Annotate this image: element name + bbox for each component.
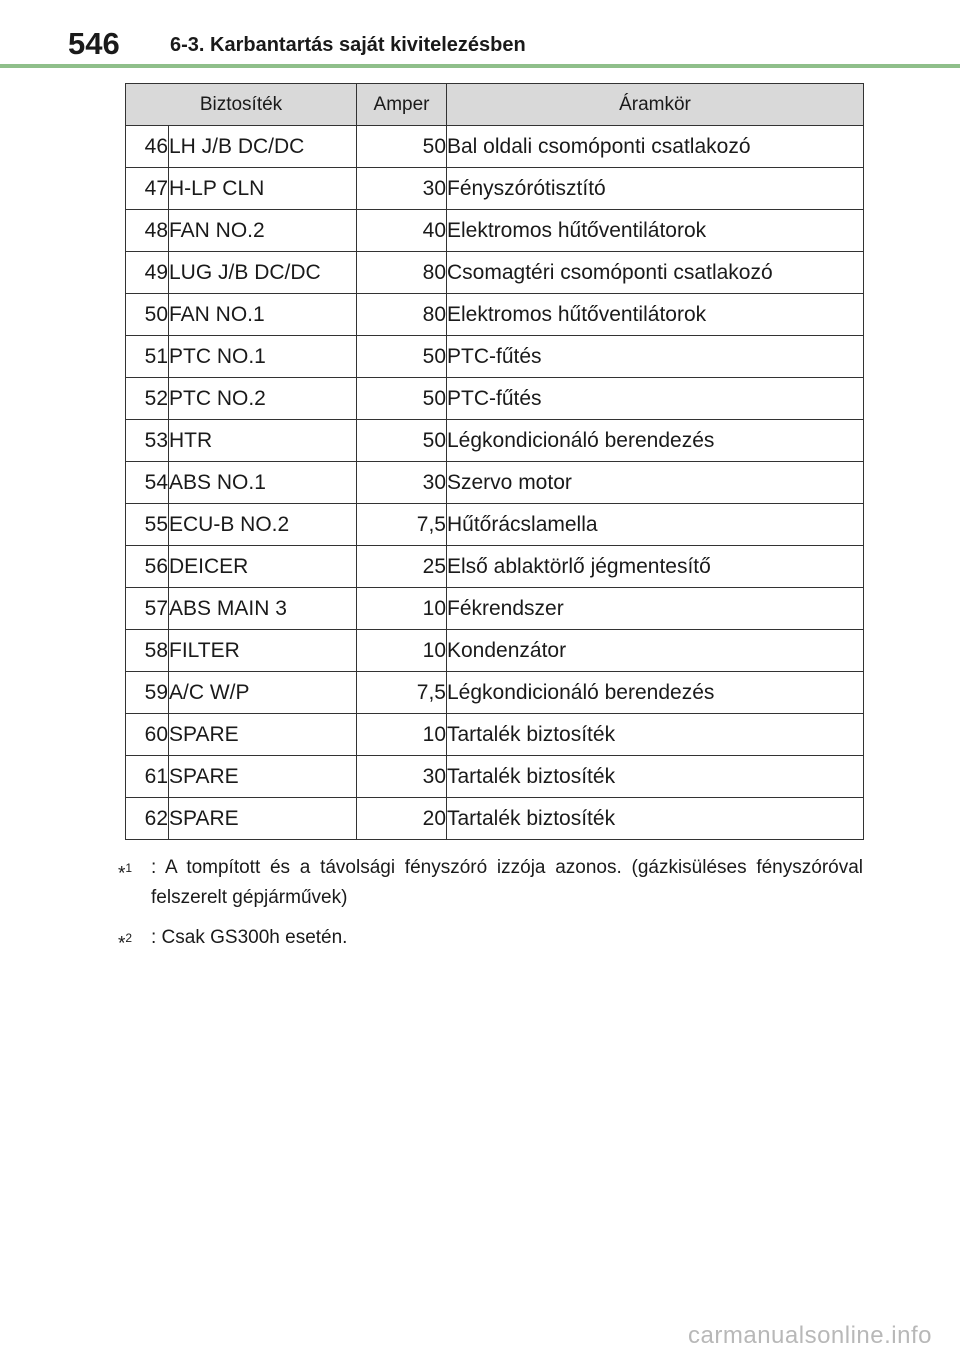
fuse-number-cell: 50 [126, 294, 169, 336]
amper-cell: 40 [357, 210, 447, 252]
fuse-table-body [126, 126, 864, 840]
amper-cell: 80 [357, 294, 447, 336]
footnote-marker: *$^1$ [118, 861, 133, 885]
fuse-number-cell: 60 [126, 714, 169, 756]
footnote-2 [118, 923, 863, 953]
fuse-name-cell: PTC NO.1 [169, 336, 357, 378]
footnote-marker: *$^2$ [118, 931, 133, 955]
table-row [126, 798, 864, 840]
amper-cell: 10 [357, 714, 447, 756]
watermark: carmanualsonline.info [688, 1322, 932, 1349]
fuse-name-cell: H-LP CLN [169, 168, 357, 210]
fuse-name-cell: PTC NO.2 [169, 378, 357, 420]
circuit-cell: Fékrendszer [447, 588, 864, 630]
footnote-text: : A tompított és a távolsági fényszóró izzója azonos. (gázkisüléses fényszóróval felszerelt gépjárművek) [151, 857, 863, 908]
fuse-number-cell: 61 [126, 756, 169, 798]
fuse-name-cell: ABS MAIN 3 [169, 588, 357, 630]
fuse-number-cell: 56 [126, 546, 169, 588]
fuse-number-cell: 55 [126, 504, 169, 546]
table-row [126, 630, 864, 672]
amper-cell: 50 [357, 126, 447, 168]
amper-cell: 30 [357, 168, 447, 210]
fuse-name-cell: ABS NO.1 [169, 462, 357, 504]
circuit-cell: Légkondicionáló berendezés [447, 672, 864, 714]
fuse-name-cell: FAN NO.1 [169, 294, 357, 336]
circuit-cell: PTC-fűtés [447, 378, 864, 420]
circuit-cell: Fényszórótisztító [447, 168, 864, 210]
fuse-name-cell: FILTER [169, 630, 357, 672]
circuit-cell: Kondenzátor [447, 630, 864, 672]
section-title: 6-3. Karbantartás saját kivitelezésben [170, 34, 526, 56]
table-row [126, 462, 864, 504]
amper-cell: 25 [357, 546, 447, 588]
footnotes [118, 853, 863, 963]
fuse-name-cell: ECU-B NO.2 [169, 504, 357, 546]
circuit-cell: Légkondicionáló berendezés [447, 420, 864, 462]
table-row [126, 126, 864, 168]
amper-cell: 30 [357, 462, 447, 504]
fuse-name-cell: LUG J/B DC/DC [169, 252, 357, 294]
fuse-name-cell: A/C W/P [169, 672, 357, 714]
footnote-text: : Csak GS300h esetén. [151, 927, 348, 948]
fuse-number-cell: 53 [126, 420, 169, 462]
header-divider [0, 64, 960, 68]
circuit-cell: Tartalék biztosíték [447, 798, 864, 840]
fuse-number-cell: 52 [126, 378, 169, 420]
column-header-fuse: Biztosíték [126, 84, 357, 126]
fuse-name-cell: DEICER [169, 546, 357, 588]
fuse-name-cell: FAN NO.2 [169, 210, 357, 252]
table-row [126, 168, 864, 210]
table-row [126, 588, 864, 630]
table-row [126, 714, 864, 756]
table-row [126, 336, 864, 378]
circuit-cell: Hűtőrácslamella [447, 504, 864, 546]
amper-cell: 50 [357, 336, 447, 378]
fuse-number-cell: 54 [126, 462, 169, 504]
footnote-1 [118, 853, 863, 913]
table-row [126, 420, 864, 462]
amper-cell: 10 [357, 630, 447, 672]
fuse-name-cell: LH J/B DC/DC [169, 126, 357, 168]
circuit-cell: Tartalék biztosíték [447, 756, 864, 798]
circuit-cell: Elektromos hűtőventilátorok [447, 294, 864, 336]
fuse-number-cell: 51 [126, 336, 169, 378]
circuit-cell: PTC-fűtés [447, 336, 864, 378]
amper-cell: 30 [357, 756, 447, 798]
table-row [126, 294, 864, 336]
fuse-number-cell: 57 [126, 588, 169, 630]
fuse-name-cell: SPARE [169, 798, 357, 840]
circuit-cell: Szervo motor [447, 462, 864, 504]
table-row [126, 504, 864, 546]
amper-cell: 50 [357, 420, 447, 462]
fuse-number-cell: 46 [126, 126, 169, 168]
page-header [0, 0, 960, 70]
table-row [126, 210, 864, 252]
table-row [126, 756, 864, 798]
amper-cell: 20 [357, 798, 447, 840]
table-header-row [126, 84, 864, 126]
fuse-number-cell: 49 [126, 252, 169, 294]
table-row [126, 546, 864, 588]
circuit-cell: Első ablaktörlő jégmentesítő [447, 546, 864, 588]
circuit-cell: Elektromos hűtőventilátorok [447, 210, 864, 252]
fuse-table [125, 83, 864, 840]
fuse-number-cell: 59 [126, 672, 169, 714]
fuse-number-cell: 58 [126, 630, 169, 672]
column-header-amper: Amper [357, 84, 447, 126]
amper-cell: 7,5 [357, 504, 447, 546]
circuit-cell: Bal oldali csomóponti csatlakozó [447, 126, 864, 168]
page-number: 546 [68, 26, 120, 61]
table-row [126, 378, 864, 420]
column-header-circuit: Áramkör [447, 84, 864, 126]
fuse-name-cell: HTR [169, 420, 357, 462]
fuse-number-cell: 47 [126, 168, 169, 210]
amper-cell: 10 [357, 588, 447, 630]
fuse-name-cell: SPARE [169, 714, 357, 756]
amper-cell: 7,5 [357, 672, 447, 714]
fuse-number-cell: 48 [126, 210, 169, 252]
amper-cell: 80 [357, 252, 447, 294]
amper-cell: 50 [357, 378, 447, 420]
table-row [126, 252, 864, 294]
circuit-cell: Tartalék biztosíték [447, 714, 864, 756]
fuse-name-cell: SPARE [169, 756, 357, 798]
circuit-cell: Csomagtéri csomóponti csatlakozó [447, 252, 864, 294]
table-row [126, 672, 864, 714]
fuse-number-cell: 62 [126, 798, 169, 840]
